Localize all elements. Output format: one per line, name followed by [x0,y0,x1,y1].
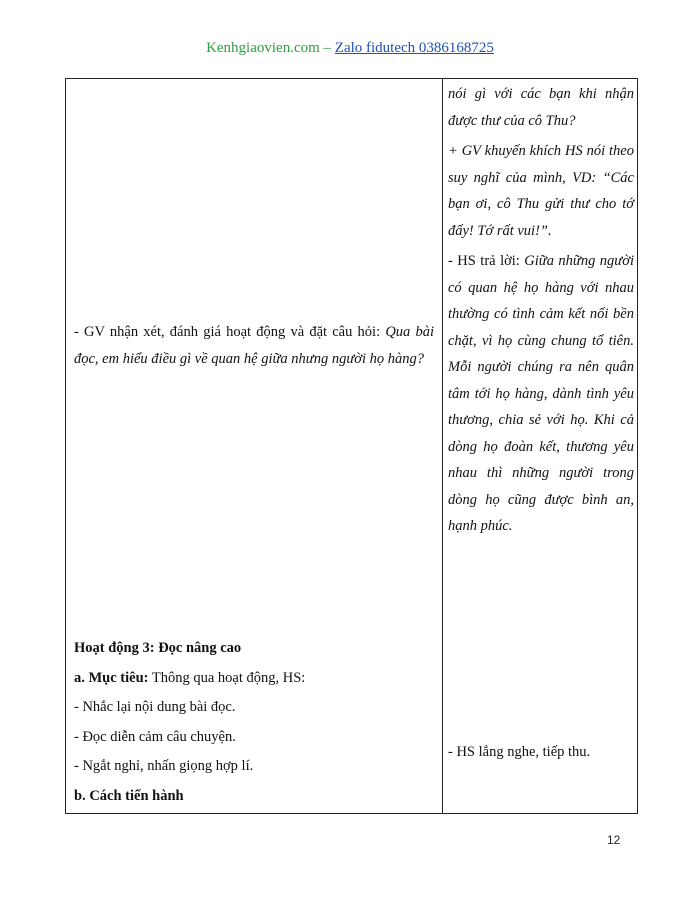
question-italic: Qua bài đọc, em hiểu điều gì về quan hệ giữa nhưng người họ hàng? [74,324,435,367]
method-label: b. Cách tiến hành [74,787,184,804]
header-zalo-link[interactable]: Zalo fidutech 0386168725 [334,40,494,56]
activity-title: Hoạt động 3: Đọc nâng cao [74,640,242,656]
header-separator: – [319,40,335,56]
response-p3 [448,248,634,540]
page-number: 12 [607,833,621,847]
objective-text: Thông qua hoạt động, HS: [148,669,306,686]
response-p1: nói gì với các bạn khi nhận được thư của cô Thu? [448,86,634,129]
objective-item: - Đọc diễn cảm câu chuyện. [74,728,236,745]
student-responses [448,81,634,540]
objective-item: - Nhắc lại nội dung bài đọc. [74,699,236,715]
objective-item: - Ngắt nghỉ, nhấn giọng hợp lí. [74,758,254,774]
question-prefix: - GV nhận xét, đánh giá hoạt động và đặt câu hỏi: [74,324,386,340]
activity-3-block [74,635,434,812]
objective-line [74,665,434,692]
teacher-activity-cell [66,79,443,814]
page-header [0,40,700,57]
lesson-table [65,78,638,814]
objective-label: a. Mục tiêu: [74,669,149,686]
response-bottom: - HS lắng nghe, tiếp thu. [448,744,591,760]
student-activity-cell [443,79,638,814]
response-p2: + GV khuyến khích HS nói theo suy nghĩ của mình, VD: “Các bạn ơi, cô Thu gửi thư cho tớ đấy! Tớ rất vui!”. [448,143,634,239]
response-p3-italic: Giữa những người có quan hệ họ hàng với nhau thường có tình cảm kết nối bền chặt, vì họ cùng chung tổ tiên. Mỗi người chúng ra nên quân tâm tới họ hàng, dành tình yêu thương, chia sẻ với họ. Khi cả dòng họ đoàn kết, thương yêu nhau thì những người trong dòng họ cũng được bình an, hạnh phúc. [448,253,634,534]
header-site: Kenhgiaovien.com [206,40,320,56]
teacher-question [74,319,434,372]
response-p3-prefix: - HS trả lời: [448,253,525,269]
